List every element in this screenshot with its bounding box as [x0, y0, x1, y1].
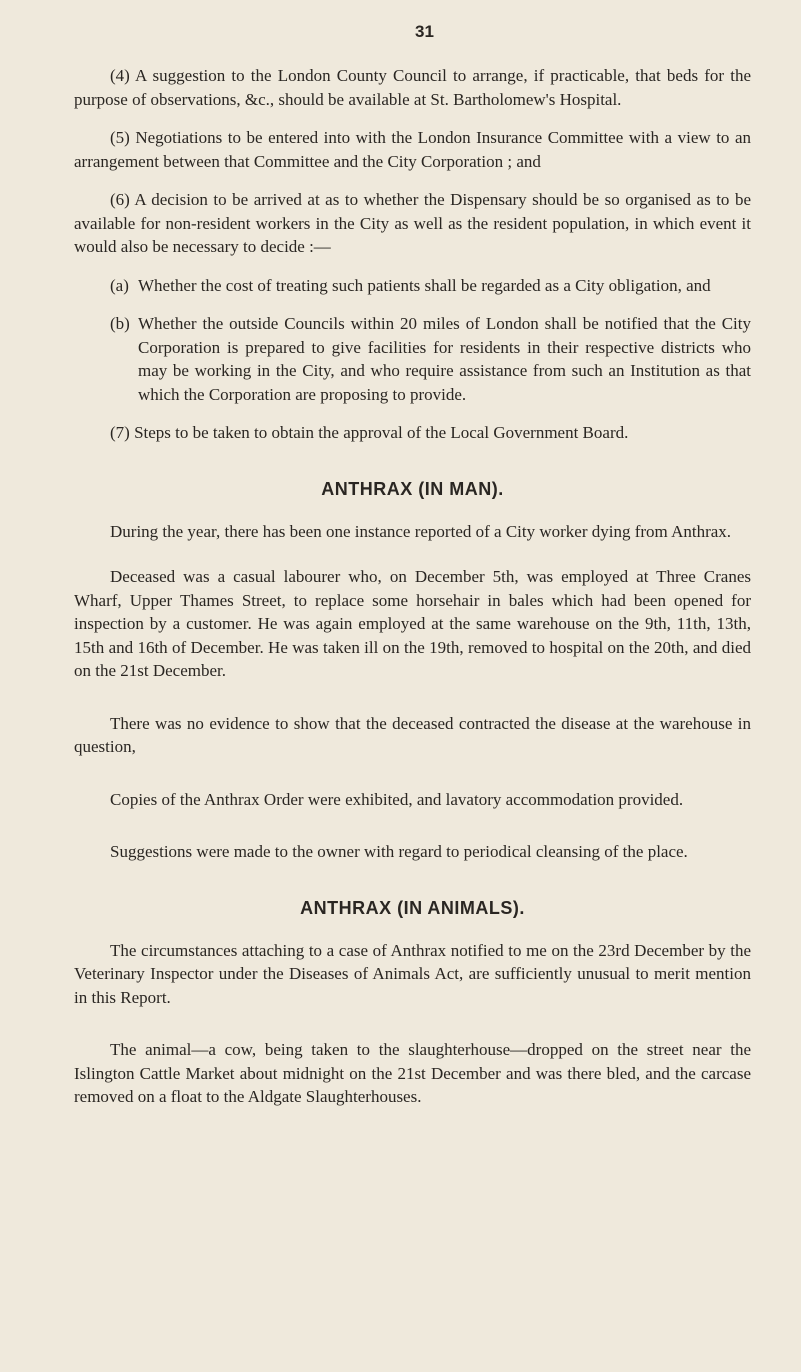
- paragraph: Deceased was a casual labourer who, on December 5th, was employed at Three Cranes Wharf, Upper Thames Street, to replace some horsehair in bales which had been opened for inspection by a customer. He was again employed at the same warehouse on the 9th, 11th, 13th, 15th and 16th of December. He was taken ill on the 19th, removed to hospital on the 20th, and died on the 21st December.: [74, 567, 751, 680]
- list-item-7: (7) Steps to be taken to obtain the approval of the Local Government Board.: [110, 423, 629, 442]
- sub-item-marker: (b): [110, 314, 130, 333]
- sub-item-a: [110, 274, 751, 298]
- sub-item-b: [110, 312, 751, 406]
- sub-item-text: Whether the outside Councils within 20 miles of London shall be notified that the City Corporation is prepared to give facilities for residents in their respective districts who may be working in the City, and who require assistance from such an Institution as that which the Corporation are proposing to provide.: [138, 314, 751, 404]
- list-item-5: (5) Negotiations to be entered into with the London Insurance Committee with a view to an arrangement between that Committee and the City Corporation ; and: [74, 128, 751, 171]
- paragraph: Copies of the Anthrax Order were exhibited, and lavatory accommodation provided.: [110, 789, 684, 809]
- sub-item-marker: (a): [110, 275, 129, 295]
- section-heading-anthrax-animals: ANTHRAX (IN ANIMALS).: [300, 897, 525, 918]
- page-number: 31: [415, 22, 434, 41]
- paragraph: The circumstances attaching to a case of Anthrax notified to me on the 23rd December by the Veterinary Inspector under the Diseases of Animals Act, are sufficiently unusual to merit mention in this Report.: [74, 940, 751, 1007]
- sub-item-text: Whether the cost of treating such patients shall be regarded as a City obligation, and: [138, 275, 711, 295]
- paragraph: The animal—a cow, being taken to the slaughterhouse—dropped on the street near the Islington Cattle Market about midnight on the 21st December and was there bled, and the carcase removed on a float to the Aldgate Slaughterhouses.: [74, 1040, 751, 1106]
- paragraph: There was no evidence to show that the deceased contracted the disease at the warehouse in question,: [74, 713, 751, 756]
- section-heading-anthrax-man: ANTHRAX (IN MAN).: [321, 478, 504, 499]
- paragraph: Suggestions were made to the owner with regard to periodical cleansing of the place.: [110, 842, 688, 861]
- list-item-6: (6) A decision to be arrived at as to whether the Dispensary should be so organised as to be available for non-resident workers in the City as well as the resident population, in which event it would also be necessary to decide :—: [74, 190, 751, 256]
- paragraph: During the year, there has been one instance reported of a City worker dying from Anthrax.: [110, 521, 732, 541]
- list-item-4: (4) A suggestion to the London County Council to arrange, if practicable, that beds for the purpose of observations, &c., should be available at St. Bartholomew's Hospital.: [74, 66, 751, 109]
